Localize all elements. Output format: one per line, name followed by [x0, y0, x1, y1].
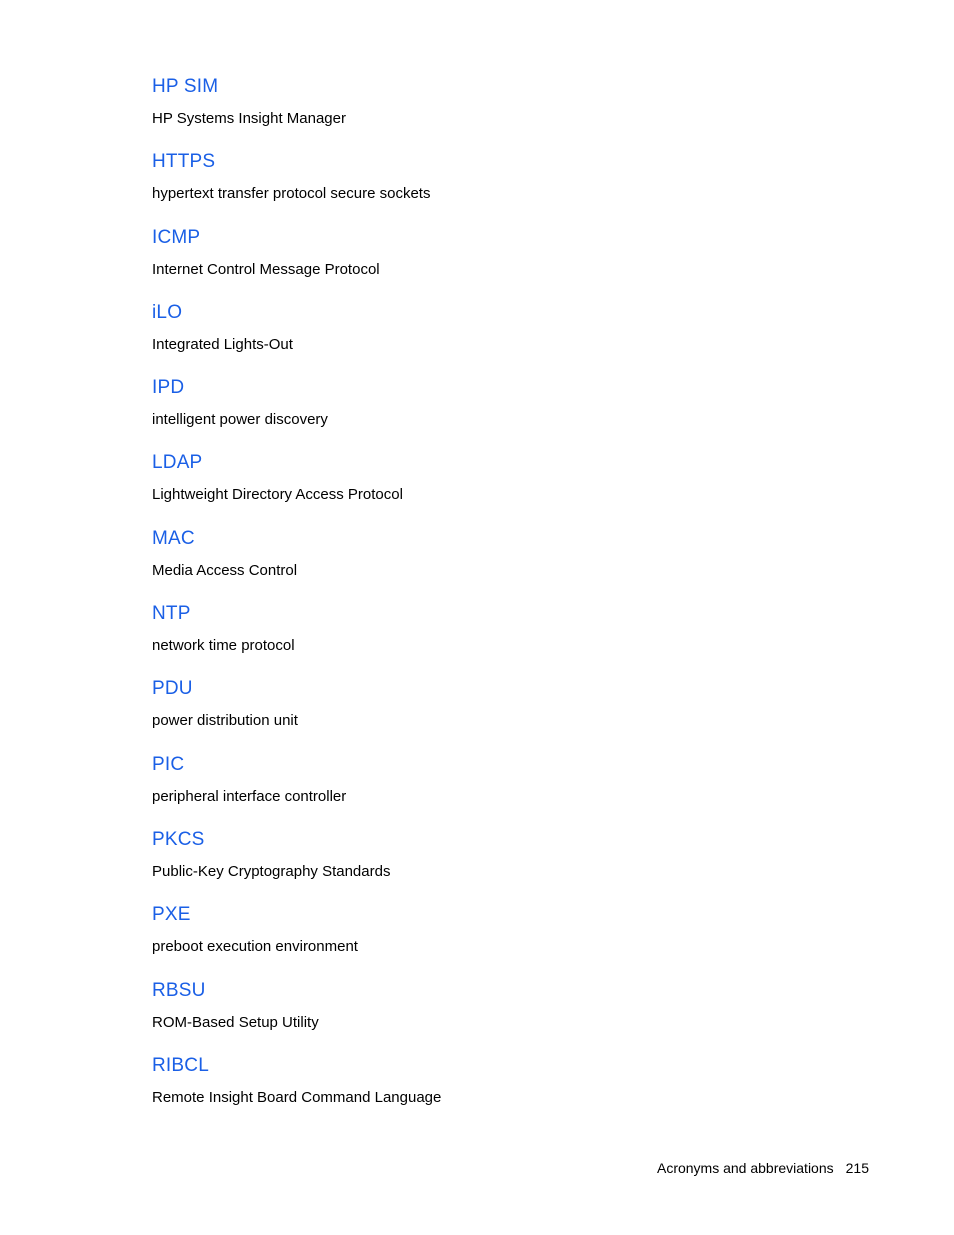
glossary-definition: hypertext transfer protocol secure sockets	[152, 185, 431, 203]
glossary-term[interactable]: PXE	[152, 904, 191, 926]
glossary-term[interactable]: PKCS	[152, 828, 205, 850]
glossary-term[interactable]: LDAP	[152, 452, 203, 474]
glossary-entry	[152, 376, 852, 451]
glossary-term[interactable]: PIC	[152, 753, 185, 775]
glossary-term[interactable]: IPD	[152, 377, 185, 399]
page-footer	[657, 1158, 869, 1178]
glossary-definition: Remote Insight Board Command Language	[152, 1088, 442, 1106]
glossary-entry	[152, 677, 852, 752]
page-number: 215	[845, 1160, 869, 1176]
glossary-entry	[152, 301, 852, 376]
glossary-definition: Integrated Lights-Out	[152, 335, 293, 353]
glossary-definition: peripheral interface controller	[152, 787, 347, 805]
glossary-entry	[152, 753, 852, 828]
glossary-entry	[152, 979, 852, 1054]
glossary-term[interactable]: RIBCL	[152, 1054, 209, 1076]
footer-section-title: Acronyms and abbreviations	[656, 1160, 834, 1176]
glossary-term[interactable]: HP SIM	[152, 76, 219, 97]
glossary-term[interactable]: NTP	[152, 603, 191, 625]
glossary-term[interactable]: MAC	[152, 527, 195, 549]
glossary-term[interactable]: PDU	[152, 678, 193, 700]
glossary-list	[152, 75, 852, 1129]
glossary-entry	[152, 527, 852, 602]
glossary-term[interactable]: RBSU	[152, 979, 206, 1001]
glossary-entry	[152, 903, 852, 978]
glossary-entry	[152, 828, 852, 903]
glossary-entry	[152, 75, 852, 150]
glossary-term[interactable]: iLO	[152, 301, 183, 323]
glossary-definition: intelligent power discovery	[152, 411, 328, 429]
glossary-definition: preboot execution environment	[152, 938, 358, 956]
glossary-term[interactable]: ICMP	[152, 226, 201, 248]
glossary-definition: network time protocol	[152, 637, 295, 655]
glossary-entry	[152, 451, 852, 526]
glossary-definition: ROM-Based Setup Utility	[152, 1013, 319, 1031]
glossary-entry	[152, 1054, 852, 1129]
glossary-entry	[152, 150, 852, 225]
glossary-definition: HP Systems Insight Manager	[152, 110, 346, 127]
glossary-definition: Public-Key Cryptography Standards	[152, 862, 391, 880]
glossary-definition: Internet Control Message Protocol	[152, 260, 380, 278]
glossary-definition: Lightweight Directory Access Protocol	[152, 486, 403, 504]
glossary-term[interactable]: HTTPS	[152, 151, 216, 173]
glossary-definition: power distribution unit	[152, 712, 298, 730]
glossary-entry	[152, 226, 852, 301]
glossary-definition: Media Access Control	[152, 561, 298, 579]
glossary-entry	[152, 602, 852, 677]
